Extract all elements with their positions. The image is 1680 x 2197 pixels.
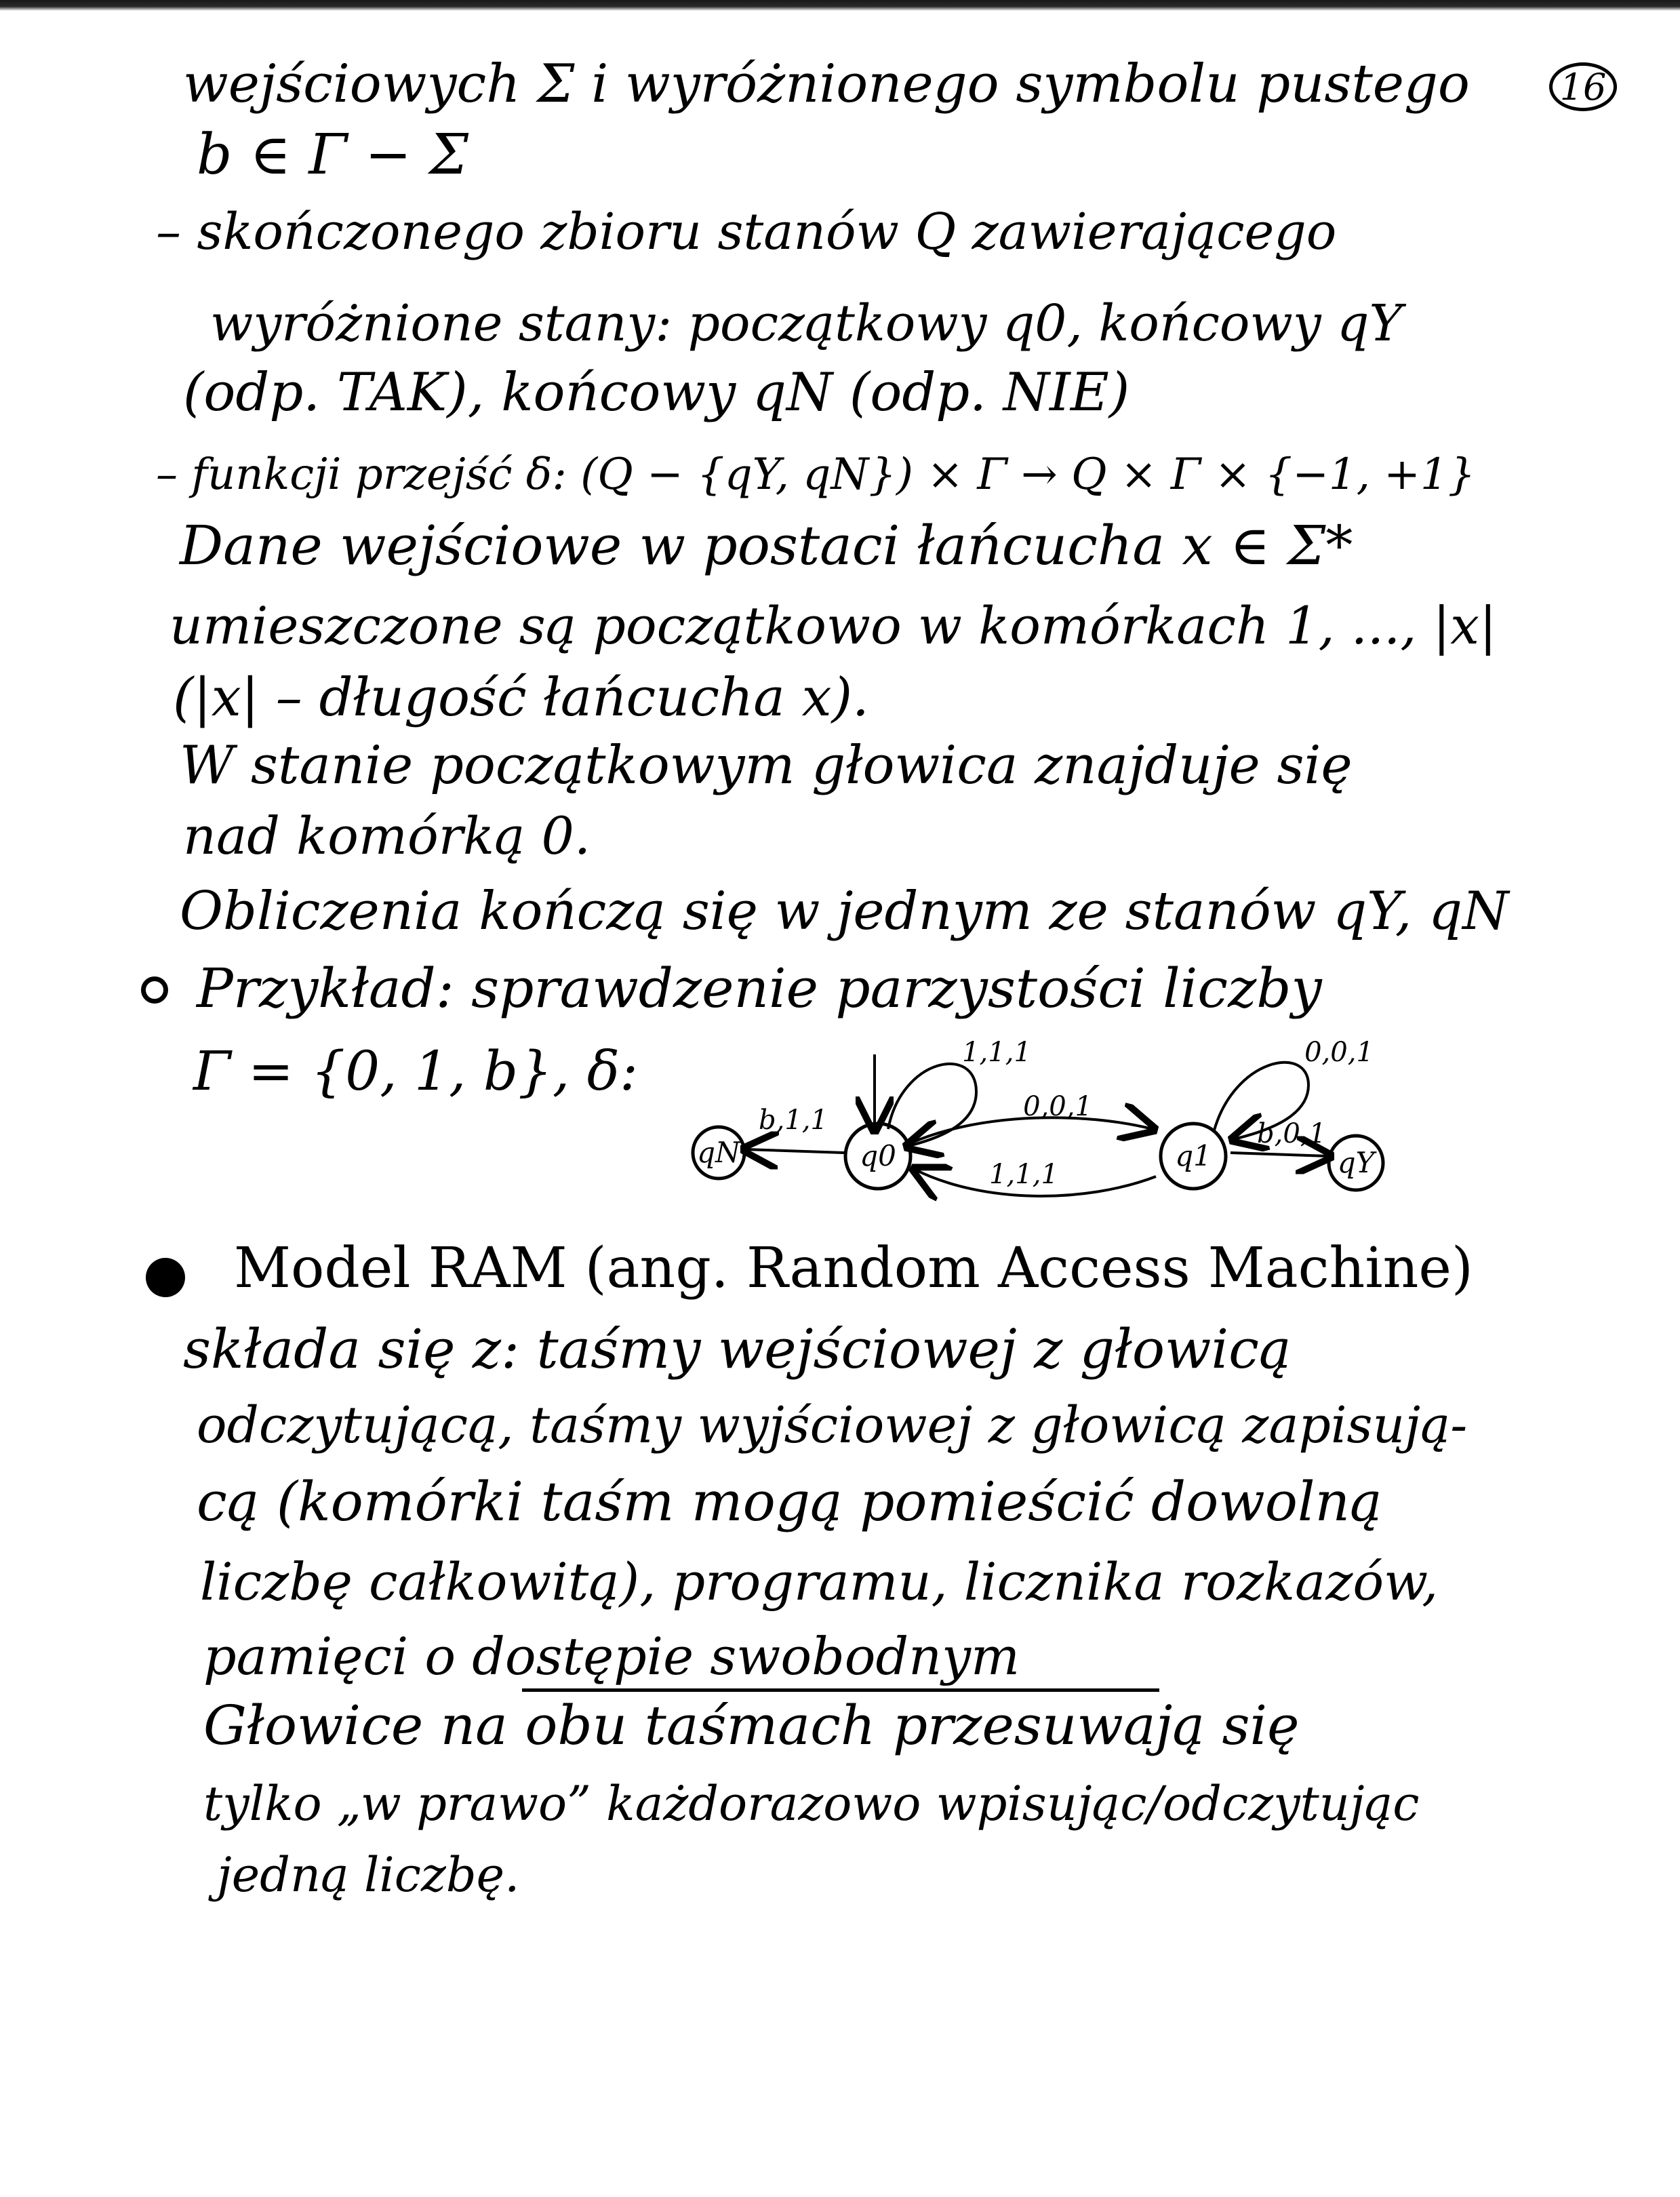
state-label-qN: qN [697,1136,740,1169]
ram-line-3: odczytującą, taśmy wyjściowej z głowicą zapisują- [197,1396,1468,1454]
note-line-13: Przykład: sprawdzenie parzystości liczby [197,957,1322,1020]
note-line-3: – skończonego zbioru stanów Q zawierającego [156,203,1337,261]
ram-line-9: jedną liczbę. [217,1847,520,1903]
note-line-12: Obliczenia kończą się w jednym ze stanów qY, qN [180,881,1509,942]
ram-line-6: pamięci o dostępie swobodnym [203,1626,1020,1686]
label-q0-q1: 0,0,1 [1023,1091,1092,1122]
transition-q0-qN [746,1149,844,1153]
state-label-q0: q0 [860,1139,896,1172]
note-line-11: nad komórką 0. [183,806,591,866]
ram-line-4: cą (komórki taśm mogą pomieścić dowolną [197,1470,1382,1533]
note-line-7: Dane wejściowe w postaci łańcucha x ∈ Σ* [180,514,1353,577]
label-q0-q0: 1,1,1 [962,1037,1031,1068]
label-q1-q0: 1,1,1 [989,1159,1058,1190]
label-q1-q1: 0,0,1 [1304,1037,1374,1068]
note-line-5: (odp. TAK), końcowy qN (odp. NIE) [183,362,1130,423]
state-label-qY: qY [1337,1146,1375,1179]
label-q0-qN: b,1,1 [759,1105,828,1136]
ram-line-7: Głowice na obu taśmach przesuwają się [203,1694,1300,1757]
note-line-14: Γ = {0, 1, b}, δ: [193,1040,638,1103]
note-line-4: wyróżnione stany: początkowy q0, końcowy qY [210,294,1403,353]
ram-line-1: Model RAM (ang. Random Access Machine) [234,1236,1473,1301]
ram-line-8: tylko „w prawo” każdorazowo wpisując/odczytując [203,1776,1420,1832]
note-line-8: umieszczone są początkowo w komórkach 1, ..., |x| [169,595,1497,656]
state-label-q1: q1 [1175,1139,1212,1172]
underline-dostepie [522,1688,1159,1692]
page-number: 16 [1549,62,1617,111]
ram-line-2: składa się z: taśmy wejściowej z głowicą [183,1318,1292,1381]
note-line-10: W stanie początkowym głowica znajduje się [180,735,1353,796]
label-q1-qY: b,0,1 [1257,1118,1326,1149]
note-line-1: wejściowych Σ i wyróżnionego symbolu pustego [183,54,1470,115]
ram-line-5: liczbę całkowitą), programu, licznika rozkazów, [200,1551,1439,1612]
note-line-2: b ∈ Γ − Σ [197,123,469,187]
note-line-9: (|x| – długość łańcucha x). [173,667,869,728]
transition-q1-qY [1231,1153,1329,1156]
note-line-6: – funkcji przejść δ: (Q − {qY, qN}) × Γ → Q × Γ × {−1, +1} [156,450,1476,500]
ram-bullet [146,1258,185,1297]
